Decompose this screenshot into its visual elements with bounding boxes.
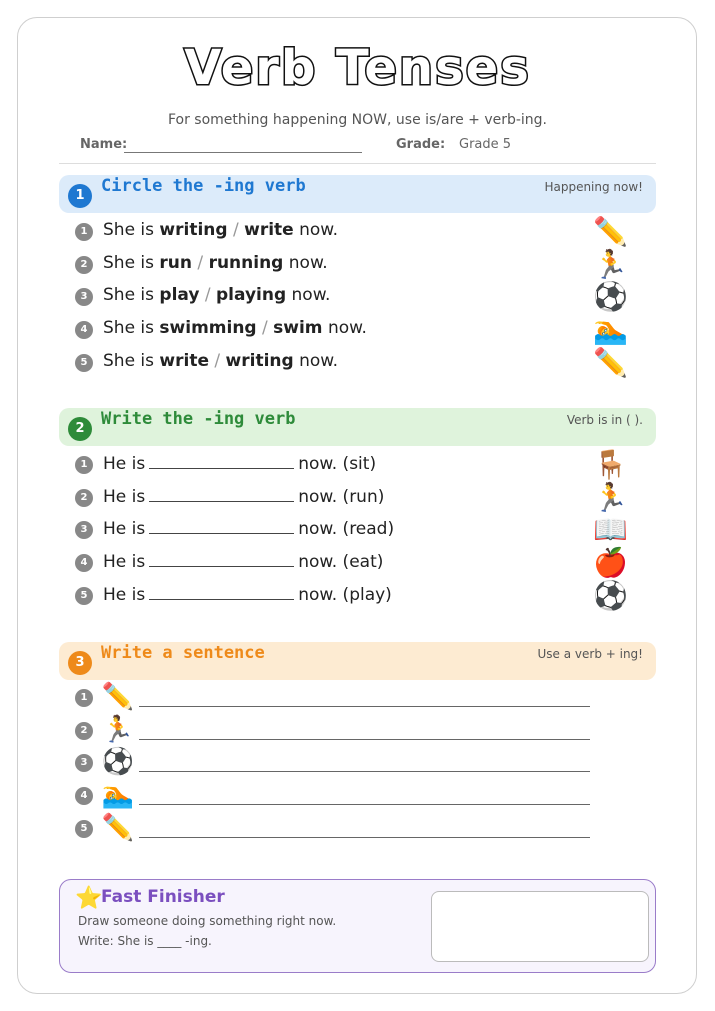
- verb-option-a[interactable]: writing: [159, 220, 228, 240]
- grade-label: Grade:: [396, 137, 446, 152]
- sentence-text: [103, 351, 338, 371]
- grade-value: Grade 5: [459, 137, 512, 152]
- sentence-start: He is: [103, 454, 146, 474]
- verb-option-b[interactable]: running: [208, 252, 284, 273]
- soccer-ball-icon: ⚽: [593, 280, 628, 314]
- section-note: Verb is in ( ).: [566, 413, 643, 427]
- sentence-text: [103, 253, 328, 273]
- name-label: Name:: [80, 137, 128, 152]
- sentence-text: [103, 584, 392, 605]
- runner-icon: 🏃: [101, 714, 135, 745]
- sentence-writing-item: [75, 813, 595, 845]
- sentence-end: now.: [299, 350, 339, 371]
- sentence-end: now. (run): [298, 486, 385, 507]
- fill-in-item: [75, 578, 635, 612]
- circle-item: [75, 282, 635, 312]
- verb-option-b[interactable]: swim: [273, 318, 323, 339]
- section-number-badge: 1: [68, 184, 92, 208]
- circle-item: [75, 247, 635, 281]
- sentence-start: She is: [103, 350, 155, 371]
- sentence-start: He is: [103, 552, 146, 573]
- pencil-icon: ✏️: [593, 345, 628, 379]
- option-separator: /: [199, 285, 216, 306]
- runner-icon: 🏃: [593, 247, 628, 281]
- section-3-banner: [59, 642, 656, 680]
- section-note: Use a verb + ing!: [537, 647, 643, 661]
- sentence-text: [103, 486, 384, 507]
- sentence-write-line[interactable]: [139, 804, 590, 805]
- fill-in-item: [75, 515, 635, 545]
- book-icon: 📖: [593, 513, 628, 547]
- swimmer-icon: 🏊: [101, 780, 135, 811]
- sentence-start: She is: [103, 252, 155, 273]
- drawing-box[interactable]: [431, 891, 649, 962]
- sentence-end: now.: [327, 318, 367, 339]
- answer-blank[interactable]: [149, 486, 294, 502]
- pencil-icon: ✏️: [101, 682, 135, 712]
- sentence-start: She is: [103, 318, 155, 339]
- sentence-end: now. (read): [298, 519, 395, 540]
- sentence-write-line[interactable]: [139, 837, 590, 838]
- section-title: Write a sentence: [101, 643, 265, 663]
- answer-blank[interactable]: [149, 453, 294, 469]
- answer-blank[interactable]: [149, 584, 294, 600]
- sentence-text: [103, 453, 376, 474]
- item-number-badge: 4: [75, 554, 93, 572]
- circle-item: [75, 345, 635, 379]
- sentence-end: now.: [299, 220, 339, 240]
- sentence-end: now.: [291, 285, 331, 306]
- sentence-text: [103, 220, 338, 240]
- sentence-text: [103, 551, 383, 572]
- soccer-ball-icon: ⚽: [101, 747, 135, 778]
- verb-option-a[interactable]: write: [159, 350, 209, 371]
- verb-option-a[interactable]: swimming: [159, 318, 257, 339]
- sentence-start: She is: [103, 285, 155, 306]
- item-number-badge: 1: [75, 456, 93, 474]
- fill-in-item: [75, 450, 635, 480]
- sentence-start: She is: [103, 220, 155, 240]
- verb-option-b[interactable]: playing: [216, 285, 287, 306]
- sentence-write-line[interactable]: [139, 739, 590, 740]
- item-number-badge: 2: [75, 722, 93, 740]
- option-separator: /: [256, 318, 274, 339]
- option-separator: /: [192, 252, 209, 273]
- item-number-badge: 3: [75, 288, 93, 306]
- sentence-text: [103, 318, 367, 338]
- item-number-badge: 4: [75, 321, 93, 339]
- section-number-badge: 3: [68, 651, 92, 675]
- sentence-end: now. (eat): [298, 552, 384, 573]
- section-number-badge: 2: [68, 417, 92, 441]
- item-number-badge: 1: [75, 223, 93, 241]
- verb-option-a[interactable]: play: [159, 285, 200, 306]
- sentence-end: now. (sit): [298, 454, 377, 474]
- item-number-badge: 2: [75, 489, 93, 507]
- sentence-write-line[interactable]: [139, 771, 590, 772]
- fill-in-item: [75, 548, 635, 578]
- sentence-start: He is: [103, 486, 146, 507]
- sentence-writing-item: [75, 747, 595, 779]
- circle-item: [75, 217, 635, 247]
- sentence-writing-item: [75, 715, 595, 747]
- sentence-end: now.: [288, 252, 328, 273]
- option-separator: /: [227, 220, 245, 240]
- verb-option-b[interactable]: write: [244, 220, 294, 240]
- sentence-writing-item: [75, 682, 595, 714]
- sentence-writing-item: [75, 780, 595, 812]
- item-number-badge: 4: [75, 787, 93, 805]
- section-note: Happening now!: [544, 180, 643, 194]
- pencil-icon: ✏️: [101, 812, 135, 843]
- item-number-badge: 3: [75, 754, 93, 772]
- fast-finisher-prompt: Write: She is ____ -ing.: [78, 934, 212, 948]
- name-grade-row: [80, 137, 640, 157]
- header-divider: [59, 163, 656, 164]
- circle-item: [75, 315, 635, 345]
- name-field[interactable]: [124, 152, 362, 153]
- sentence-write-line[interactable]: [139, 706, 590, 707]
- swimmer-icon: 🏊: [593, 313, 628, 347]
- answer-blank[interactable]: [149, 518, 294, 534]
- item-number-badge: 3: [75, 521, 93, 539]
- pencil-icon: ✏️: [593, 215, 628, 248]
- sentence-text: [103, 518, 394, 539]
- sentence-end: now. (play): [298, 584, 392, 605]
- fill-in-item: [75, 480, 635, 514]
- fast-finisher-box: [59, 879, 656, 973]
- page-title: Verb Tenses: [184, 40, 531, 96]
- chair-icon: 🪑: [593, 448, 628, 481]
- option-separator: /: [209, 350, 226, 371]
- answer-blank[interactable]: [149, 551, 294, 567]
- sentence-text: [103, 285, 330, 305]
- fast-finisher-title: Fast Finisher: [101, 887, 225, 907]
- verb-option-a[interactable]: run: [159, 252, 193, 273]
- verb-option-b[interactable]: writing: [225, 350, 294, 371]
- sentence-start: He is: [103, 584, 146, 605]
- section-1-banner: [59, 175, 656, 213]
- section-title: Write the -ing verb: [101, 409, 296, 429]
- section-title: Circle the -ing verb: [101, 176, 306, 196]
- runner-icon: 🏃: [593, 480, 628, 514]
- item-number-badge: 1: [75, 689, 93, 707]
- star-icon: ⭐: [75, 886, 103, 911]
- apple-icon: 🍎: [593, 546, 628, 580]
- page-subtitle: For something happening NOW, use is/are + verb-ing.: [167, 112, 548, 128]
- soccer-ball-icon: ⚽: [593, 578, 628, 612]
- fast-finisher-instruction: Draw someone doing something right now.: [78, 914, 337, 928]
- item-number-badge: 5: [75, 354, 93, 372]
- item-number-badge: 2: [75, 256, 93, 274]
- sentence-start: He is: [103, 519, 146, 540]
- item-number-badge: 5: [75, 820, 93, 838]
- item-number-badge: 5: [75, 587, 93, 605]
- section-2-banner: [59, 408, 656, 446]
